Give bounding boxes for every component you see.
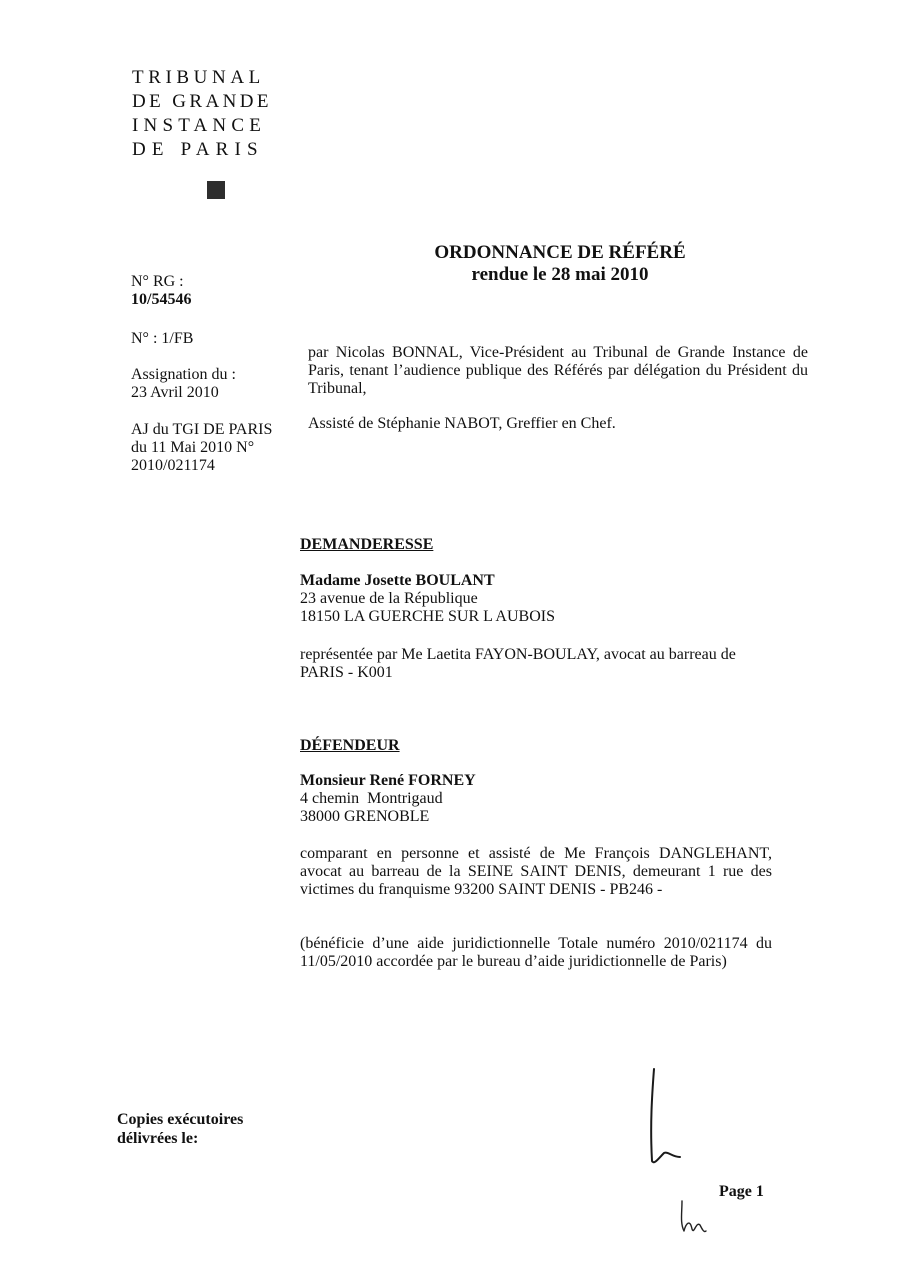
clerk-paragraph: Assisté de Stéphanie NABOT, Greffier en Chef. <box>308 415 616 432</box>
plaintiff-heading: DEMANDERESSE <box>300 536 434 553</box>
rg-number: 10/54546 <box>131 291 192 308</box>
court-name-line: INSTANCE <box>132 115 267 136</box>
presiding-judge-paragraph: par Nicolas BONNAL, Vice-Président au Tribunal de Grande Instance de Paris, tenant l’audience publique des Référés par délégation du Président du Tribunal, <box>308 344 808 397</box>
court-name-line: TRIBUNAL <box>132 67 265 88</box>
aj-line: 2010/021174 <box>131 457 215 474</box>
legal-aid-notice: (bénéficie d’une aide juridictionnelle Totale numéro 2010/021174 du 11/05/2010 accordée par le bureau d’aide juridictionnelle de Paris) <box>300 935 772 970</box>
defendant-address-line: 4 chemin Montrigaud <box>300 790 443 807</box>
aj-line: du 11 Mai 2010 N° <box>131 439 255 456</box>
document-title <box>380 242 740 286</box>
copies-line1: Copies exécutoires <box>117 1111 244 1128</box>
judge-signature <box>640 1065 690 1175</box>
defendant-representation: comparant en personne et assisté de Me François DANGLEHANT, avocat au barreau de la SEINE SAINT DENIS, demeurant 1 rue des victimes du franquisme 93200 SAINT DENIS - PB246 - <box>300 845 772 898</box>
rg-label: N° RG : <box>131 273 184 290</box>
rg-block <box>131 273 191 309</box>
court-name-line: DE GRANDE <box>132 91 272 112</box>
plaintiff-block <box>300 572 772 626</box>
initials-signature <box>676 1195 710 1239</box>
enforceable-copies-label <box>117 1110 243 1148</box>
assignation-date: 23 Avril 2010 <box>131 384 219 401</box>
assignation-block <box>131 366 236 402</box>
plaintiff-representation: représentée par Me Laetita FAYON-BOULAY, avocat au barreau de PARIS - K001 <box>300 646 736 681</box>
defendant-heading: DÉFENDEUR <box>300 737 400 754</box>
document-title-line2: rendue le 28 mai 2010 <box>471 264 649 285</box>
plaintiff-name: Madame Josette BOULANT <box>300 572 495 589</box>
defendant-name: Monsieur René FORNEY <box>300 772 476 789</box>
aj-line: AJ du TGI DE PARIS <box>131 421 273 438</box>
court-name <box>132 66 272 162</box>
plaintiff-address-line: 23 avenue de la République <box>300 590 478 607</box>
minute-number: N° : 1/FB <box>131 330 194 347</box>
copies-line2: délivrées le: <box>117 1130 199 1147</box>
assignation-label: Assignation du : <box>131 366 236 383</box>
page-number: Page 1 <box>719 1183 764 1200</box>
court-name-line: DE PARIS <box>132 139 264 160</box>
document-title-line1: ORDONNANCE DE RÉFÉRÉ <box>434 242 686 263</box>
defendant-block <box>300 772 772 826</box>
defendant-address-line: 38000 GRENOBLE <box>300 808 430 825</box>
plaintiff-address-line: 18150 LA GUERCHE SUR L AUBOIS <box>300 608 555 625</box>
aj-block <box>131 421 272 475</box>
marianne-square-mark <box>207 181 225 199</box>
